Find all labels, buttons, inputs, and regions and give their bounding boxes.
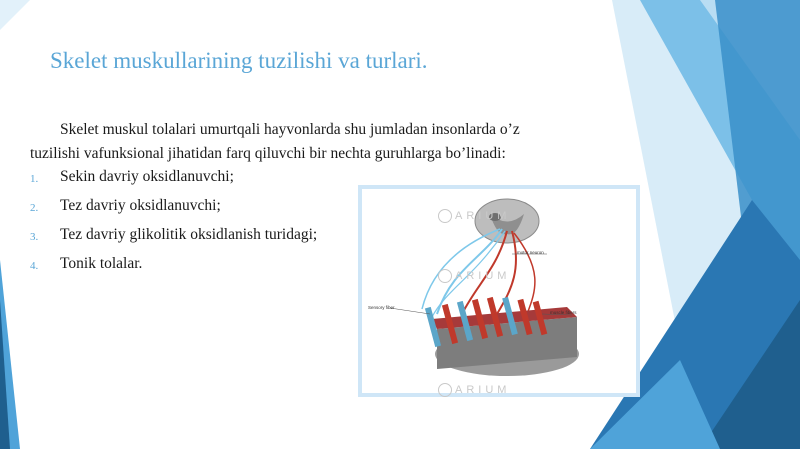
list-number: 1. bbox=[30, 173, 39, 185]
label-sensory-fiber: Sensory fiber bbox=[368, 305, 395, 310]
list-item bbox=[30, 223, 317, 252]
fiber-types-list bbox=[30, 165, 317, 281]
figure-canvas bbox=[362, 189, 636, 396]
list-number: 3. bbox=[30, 231, 39, 243]
watermark-icon bbox=[438, 209, 452, 223]
watermark-top: ARIUM bbox=[438, 209, 510, 223]
list-text: Tez davriy glikolitik oksidlanish turidagi; bbox=[60, 226, 318, 243]
watermark-icon bbox=[438, 269, 452, 283]
intro-paragraph bbox=[30, 118, 590, 166]
list-item bbox=[30, 252, 317, 281]
intro-line-1: Skelet muskul tolalari umurtqali hayvonlarda shu jumladan insonlarda o’z bbox=[60, 121, 520, 138]
slide-title: Skelet muskullarining tuzilishi va turlari. bbox=[50, 48, 428, 73]
list-item bbox=[30, 194, 317, 223]
list-number: 2. bbox=[30, 202, 39, 214]
watermark-bottom: ARIUM bbox=[438, 383, 510, 397]
muscle-innervation-figure bbox=[358, 185, 640, 397]
label-motor-neuron: motor neuron bbox=[517, 250, 544, 255]
list-text: Tonik tolalar. bbox=[60, 255, 143, 272]
list-number: 4. bbox=[30, 260, 39, 272]
list-text: Sekin davriy oksidlanuvchi; bbox=[60, 168, 234, 185]
intro-line-2: tuzilishi vafunksional jihatidan farq qiluvchi bir nechta guruhlarga bo’linadi: bbox=[30, 145, 506, 162]
list-item bbox=[30, 165, 317, 194]
list-text: Tez davriy oksidlanuvchi; bbox=[60, 197, 221, 214]
watermark-middle: ARIUM bbox=[438, 269, 510, 283]
watermark-icon bbox=[438, 383, 452, 397]
label-muscle-fibers: muscle fibers bbox=[550, 310, 577, 315]
